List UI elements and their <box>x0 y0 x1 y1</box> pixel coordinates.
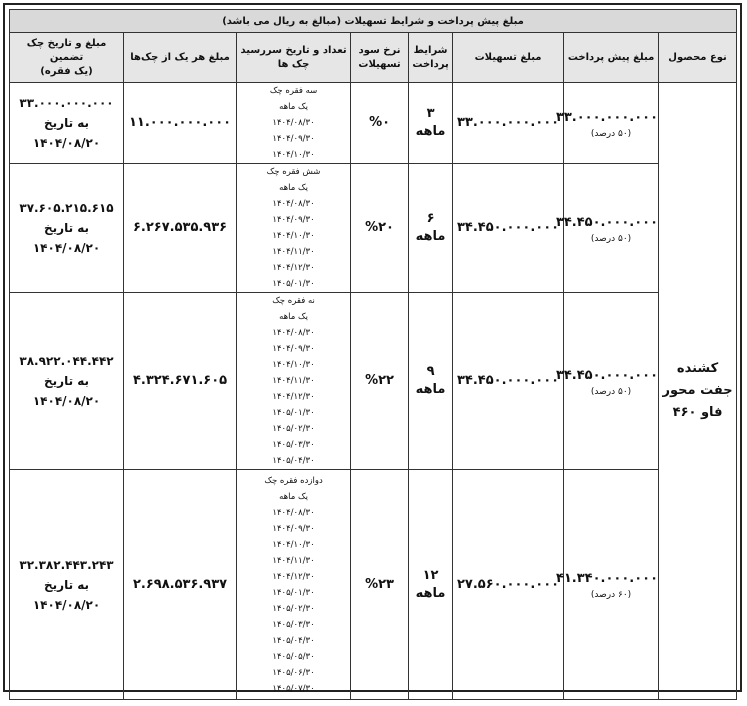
cheque-date: ۱۴۰۵/۰۷/۳۰ <box>272 683 315 694</box>
facility-amount: ۳۴.۴۵۰.۰۰۰.۰۰۰ <box>453 164 564 293</box>
rate-cell: %۲۰ <box>351 164 409 293</box>
document-frame <box>3 3 742 692</box>
table-row <box>10 470 737 700</box>
guarantee-amount: ۳۸.۹۲۲.۰۴۴.۴۴۲ <box>19 354 114 368</box>
rate-cell: %۲۲ <box>351 293 409 470</box>
header-guarantee-line2: (یک فقره) <box>40 65 93 77</box>
cheque-date: ۱۴۰۵/۰۴/۳۰ <box>272 456 315 466</box>
header-prepayment: مبلغ پیش پرداخت <box>564 33 659 83</box>
table-row <box>10 293 737 470</box>
cheque-title: نه فقره چک <box>272 296 315 306</box>
guarantee-amount: ۳۳.۰۰۰.۰۰۰.۰۰۰ <box>19 96 114 110</box>
table-row <box>10 83 737 164</box>
guarantee-date: به تاریخ ۱۴۰۴/۰۸/۲۰ <box>32 577 101 612</box>
each-cheque-amount: ۲.۶۹۸.۵۳۶.۹۳۷ <box>124 470 237 700</box>
facility-amount: ۳۴.۴۵۰.۰۰۰.۰۰۰ <box>453 293 564 470</box>
cheque-date: ۱۴۰۴/۱۲/۳۰ <box>272 571 315 582</box>
product-cell <box>659 83 737 700</box>
cheque-date: ۱۴۰۴/۱۰/۳۰ <box>272 150 315 160</box>
terms-cell <box>409 470 453 700</box>
cheque-date: ۱۴۰۴/۱۰/۳۰ <box>272 360 315 370</box>
prepayment-percent: (۵۰ درصد) <box>590 386 632 397</box>
each-cheque-amount: ۱۱.۰۰۰.۰۰۰.۰۰۰ <box>124 83 237 164</box>
cheque-dates-cell <box>237 83 351 164</box>
cheque-interval: یک ماهه <box>279 491 308 502</box>
cheque-date: ۱۴۰۴/۰۹/۳۰ <box>272 134 315 144</box>
cheque-date: ۱۴۰۴/۰۹/۳۰ <box>272 523 315 534</box>
guarantee-amount: ۳۷.۶۰۵.۲۱۵.۶۱۵ <box>19 201 114 215</box>
cheque-title: دوازده فقره چک <box>264 475 323 486</box>
terms-unit: ماهه <box>415 229 446 244</box>
cheque-date: ۱۴۰۵/۰۱/۳۰ <box>272 587 315 598</box>
guarantee-date: به تاریخ ۱۴۰۴/۰۸/۲۰ <box>32 374 101 408</box>
each-cheque-amount: ۴.۳۲۴.۶۷۱.۶۰۵ <box>124 293 237 470</box>
guarantee-cell <box>10 293 124 470</box>
product-line1: کشنده <box>676 361 719 376</box>
cheque-date: ۱۴۰۴/۱۱/۳۰ <box>272 247 315 257</box>
prepayment-cell <box>555 470 659 700</box>
header-cheques: تعداد و تاریخ سررسید چک ها <box>237 33 351 83</box>
cheque-date: ۱۴۰۴/۰۸/۳۰ <box>272 199 315 209</box>
guarantee-cell <box>10 470 124 700</box>
cheque-date: ۱۴۰۵/۰۱/۳۰ <box>272 408 315 418</box>
terms-unit: ماهه <box>415 585 446 601</box>
table-row <box>10 164 737 293</box>
prepayment-amount: ۳۴.۴۵۰.۰۰۰.۰۰۰ <box>555 214 659 230</box>
terms-cell <box>409 164 453 293</box>
cheque-title: شش فقره چک <box>266 167 321 177</box>
cheque-date: ۱۴۰۵/۰۳/۳۰ <box>272 619 315 630</box>
rate-cell: %۲۳ <box>351 470 409 700</box>
rate-cell: %۰ <box>351 83 409 164</box>
guarantee-date: به تاریخ ۱۴۰۴/۰۸/۲۰ <box>32 221 101 255</box>
cheque-date: ۱۴۰۵/۰۳/۳۰ <box>272 440 315 450</box>
header-guarantee-line1: مبلغ و تاریخ چک تضمین <box>26 37 107 63</box>
cheque-dates-cell <box>237 164 351 293</box>
product-line3: فاو ۴۶۰ <box>672 405 723 420</box>
title-row <box>10 10 737 33</box>
header-each: مبلغ هر یک از چک‌ها <box>124 33 237 83</box>
cheque-date: ۱۴۰۵/۰۵/۳۰ <box>272 651 315 662</box>
terms-number: ۹ <box>426 364 435 379</box>
cheque-date: ۱۴۰۵/۰۲/۳۰ <box>272 603 315 614</box>
cheque-interval: یک ماهه <box>279 102 308 112</box>
each-cheque-amount: ۶.۲۶۷.۵۳۵.۹۳۶ <box>124 164 237 293</box>
header-guarantee <box>10 33 124 83</box>
prepayment-cell <box>555 83 659 164</box>
cheque-interval: یک ماهه <box>279 183 308 193</box>
cheque-date: ۱۴۰۴/۰۸/۳۰ <box>272 328 315 338</box>
prepayment-percent: (۶۰ درصد) <box>590 590 632 600</box>
cheque-date: ۱۴۰۴/۱۱/۳۰ <box>272 555 315 566</box>
terms-number: ۱۲ <box>422 567 439 583</box>
terms-cell <box>409 83 453 164</box>
cheque-date: ۱۴۰۴/۱۰/۳۰ <box>272 539 315 550</box>
terms-number: ۶ <box>426 211 435 226</box>
guarantee-amount: ۳۲.۳۸۲.۴۴۳.۲۴۳ <box>19 557 114 572</box>
terms-unit: ماهه <box>415 382 446 397</box>
prepayment-cell <box>555 293 659 470</box>
product-line2: جفت محور <box>662 383 733 398</box>
table-title: مبلغ پیش پرداخت و شرایط تسهیلات (مبالغ به ریال می باشد) <box>10 10 737 33</box>
guarantee-date: به تاریخ ۱۴۰۴/۰۸/۲۰ <box>32 116 101 150</box>
header-row <box>10 33 737 83</box>
prepayment-percent: (۵۰ درصد) <box>590 128 632 139</box>
facility-table <box>9 9 737 700</box>
cheque-date: ۱۴۰۵/۰۴/۳۰ <box>272 635 315 646</box>
header-rate: نرخ سود تسهیلات <box>351 33 409 83</box>
prepayment-percent: (۵۰ درصد) <box>590 233 632 244</box>
prepayment-cell <box>555 164 659 293</box>
terms-unit: ماهه <box>415 124 446 139</box>
facility-amount: ۲۷.۵۶۰.۰۰۰.۰۰۰ <box>453 470 564 700</box>
cheque-date: ۱۴۰۵/۰۱/۳۰ <box>272 279 315 289</box>
prepayment-amount: ۴۱.۳۴۰.۰۰۰.۰۰۰ <box>555 571 659 586</box>
cheque-date: ۱۴۰۴/۰۸/۳۰ <box>272 507 315 518</box>
cheque-dates-cell <box>237 293 351 470</box>
header-terms: شرایط پرداخت <box>409 33 453 83</box>
cheque-date: ۱۴۰۴/۰۹/۳۰ <box>272 215 315 225</box>
guarantee-cell <box>10 83 124 164</box>
cheque-dates-cell <box>237 470 351 700</box>
cheque-date: ۱۴۰۴/۱۲/۳۰ <box>272 263 315 273</box>
terms-number: ۳ <box>426 106 435 121</box>
prepayment-amount: ۳۴.۴۵۰.۰۰۰.۰۰۰ <box>555 367 659 383</box>
cheque-date: ۱۴۰۵/۰۶/۳۰ <box>272 667 315 678</box>
cheque-title: سه فقره چک <box>269 86 318 96</box>
header-product: نوع محصول <box>659 33 737 83</box>
cheque-date: ۱۴۰۴/۰۹/۳۰ <box>272 344 315 354</box>
terms-cell <box>409 293 453 470</box>
facility-amount: ۳۳.۰۰۰.۰۰۰.۰۰۰ <box>453 83 564 164</box>
cheque-interval: یک ماهه <box>279 312 308 322</box>
cheque-date: ۱۴۰۴/۱۱/۳۰ <box>272 376 315 386</box>
cheque-date: ۱۴۰۴/۱۰/۳۰ <box>272 231 315 241</box>
cheque-date: ۱۴۰۴/۰۸/۳۰ <box>272 118 315 128</box>
prepayment-amount: ۳۳.۰۰۰.۰۰۰.۰۰۰ <box>555 109 659 125</box>
guarantee-cell <box>10 164 124 293</box>
header-facility: مبلغ تسهیلات <box>453 33 564 83</box>
cheque-date: ۱۴۰۵/۰۲/۳۰ <box>272 424 315 434</box>
cheque-date: ۱۴۰۴/۱۲/۳۰ <box>272 392 315 402</box>
